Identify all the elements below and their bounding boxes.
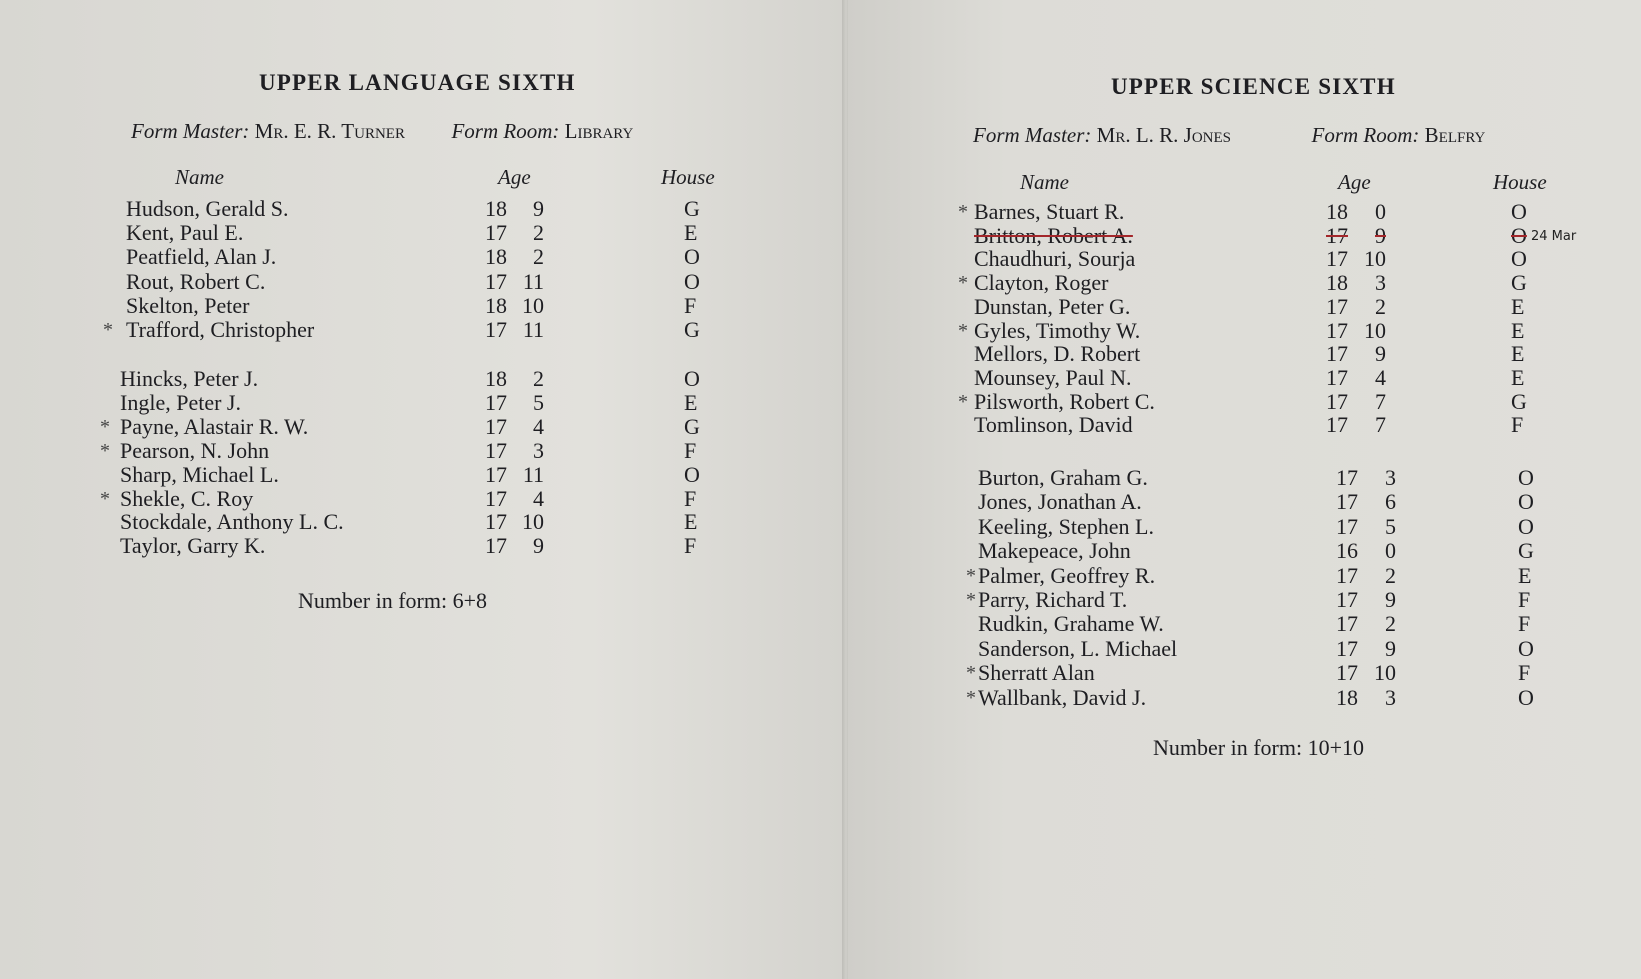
age-years: 17 xyxy=(1326,317,1348,343)
age-months: 0 xyxy=(1385,538,1396,564)
house-letter: O xyxy=(1511,246,1527,272)
student-name: Hincks, Peter J. xyxy=(120,366,259,391)
house-letter: O xyxy=(1511,222,1527,248)
student-name: Ingle, Peter J. xyxy=(120,389,241,415)
age-years: 18 xyxy=(485,292,507,318)
asterisk-mark: * xyxy=(100,439,110,462)
student-name: Mellors, D. Robert xyxy=(974,341,1141,367)
age-months: 4 xyxy=(533,413,544,439)
age-years: 17 xyxy=(485,220,507,246)
age-years: 18 xyxy=(1326,199,1348,224)
age-years: 17 xyxy=(485,461,507,487)
form-room-name: Belfry xyxy=(1424,123,1486,147)
age-years: 17 xyxy=(1326,412,1348,438)
roster-row xyxy=(848,611,1641,635)
roster-row xyxy=(0,533,844,557)
age-months: 2 xyxy=(533,220,544,246)
age-months: 2 xyxy=(533,366,544,391)
age-months: 9 xyxy=(533,533,544,559)
roster-row xyxy=(848,587,1641,611)
house-letter: O xyxy=(684,268,700,294)
age-months: 11 xyxy=(522,268,544,294)
asterisk-mark: * xyxy=(958,390,968,413)
right-header-name: Name xyxy=(1020,170,1069,194)
roster-row xyxy=(0,317,844,341)
roster-row xyxy=(0,366,844,390)
roster-row xyxy=(848,246,1641,270)
left-number-in-form xyxy=(298,588,487,614)
roster-row xyxy=(848,465,1641,489)
age-months: 3 xyxy=(1385,684,1396,710)
age-years: 17 xyxy=(1326,222,1348,248)
age-years: 18 xyxy=(1336,684,1358,710)
student-name: Shekle, C. Roy xyxy=(120,485,254,511)
student-name: Kent, Paul E. xyxy=(126,220,244,246)
roster-row xyxy=(0,244,844,268)
asterisk-mark: * xyxy=(966,662,976,685)
asterisk-mark: * xyxy=(958,272,968,295)
student-name: Keeling, Stephen L. xyxy=(978,513,1154,539)
age-months: 10 xyxy=(1374,660,1396,686)
age-months: 3 xyxy=(1385,465,1396,490)
roster-row xyxy=(848,538,1641,562)
asterisk-mark: * xyxy=(100,487,110,510)
age-months: 10 xyxy=(522,292,544,318)
roster-row xyxy=(0,269,844,293)
roster-row xyxy=(848,514,1641,538)
roster-row xyxy=(848,636,1641,660)
student-name: Payne, Alastair R. W. xyxy=(120,413,309,439)
student-name: Jones, Jonathan A. xyxy=(978,489,1142,515)
age-months: 10 xyxy=(522,509,544,535)
house-letter: G xyxy=(1518,538,1534,564)
student-name: Taylor, Garry K. xyxy=(120,533,266,559)
age-months: 10 xyxy=(1364,246,1386,272)
form-master-name: Mr. L. R. Jones xyxy=(1096,123,1232,147)
roster-row xyxy=(0,390,844,414)
age-years: 17 xyxy=(1336,489,1358,515)
house-letter: E xyxy=(1511,293,1525,319)
student-name: Sherratt Alan xyxy=(978,660,1095,686)
roster-row xyxy=(0,414,844,438)
house-letter: E xyxy=(684,509,698,535)
age-years: 17 xyxy=(1326,293,1348,319)
student-name: Rout, Robert C. xyxy=(126,268,266,294)
age-months: 3 xyxy=(533,437,544,463)
student-name: Wallbank, David J. xyxy=(978,684,1147,710)
house-letter: O xyxy=(1518,684,1534,710)
house-letter: E xyxy=(1511,364,1525,390)
house-letter: O xyxy=(1518,465,1534,490)
right-header-age: Age xyxy=(1338,170,1371,194)
roster-row xyxy=(848,660,1641,684)
house-letter: O xyxy=(684,366,700,391)
right-form-masters xyxy=(973,123,1485,148)
age-years: 16 xyxy=(1336,538,1358,564)
student-name: Sanderson, L. Michael xyxy=(978,635,1178,661)
student-name: Palmer, Geoffrey R. xyxy=(978,562,1156,588)
student-name: Dunstan, Peter G. xyxy=(974,293,1131,319)
age-years: 17 xyxy=(1326,364,1348,390)
asterisk-mark: * xyxy=(966,686,976,709)
roster-row xyxy=(848,223,1641,247)
house-letter: E xyxy=(1511,341,1525,367)
roster-row xyxy=(848,318,1641,342)
student-name: Skelton, Peter xyxy=(126,292,250,318)
age-years: 17 xyxy=(485,413,507,439)
age-years: 18 xyxy=(1326,270,1348,296)
age-years: 17 xyxy=(1336,562,1358,588)
student-name: Pearson, N. John xyxy=(120,437,270,463)
age-years: 17 xyxy=(1336,587,1358,612)
age-months: 9 xyxy=(1385,635,1396,661)
house-letter: O xyxy=(1518,635,1534,661)
age-months: 11 xyxy=(522,317,544,342)
roster-row xyxy=(0,462,844,486)
student-name: Clayton, Roger xyxy=(974,270,1109,296)
count-label: Number in form: xyxy=(1153,735,1303,760)
age-years: 17 xyxy=(485,509,507,535)
student-name: Hudson, Gerald S. xyxy=(126,196,289,221)
student-name: Makepeace, John xyxy=(978,538,1131,564)
right-number-in-form xyxy=(1153,735,1364,761)
form-master-label: Form Master: xyxy=(131,119,250,143)
house-letter: O xyxy=(1511,199,1527,224)
roster-row xyxy=(848,270,1641,294)
asterisk-mark: * xyxy=(958,319,968,342)
count-value: 6+8 xyxy=(452,588,488,613)
left-form-masters xyxy=(131,119,633,144)
student-name: Burton, Graham G. xyxy=(978,465,1148,490)
student-name: Mounsey, Paul N. xyxy=(974,364,1132,390)
age-years: 17 xyxy=(485,485,507,511)
left-header-age: Age xyxy=(498,165,531,189)
age-years: 17 xyxy=(485,268,507,294)
student-name: Pilsworth, Robert C. xyxy=(974,388,1155,414)
roster-row xyxy=(0,220,844,244)
house-letter: O xyxy=(1518,513,1534,539)
left-header-name: Name xyxy=(175,165,224,189)
house-letter: F xyxy=(684,485,697,511)
house-letter: F xyxy=(1518,660,1531,686)
house-letter: E xyxy=(684,220,698,246)
student-name: Trafford, Christopher xyxy=(126,317,315,342)
form-room-label: Form Room: xyxy=(1311,123,1420,147)
house-letter: G xyxy=(1511,388,1527,414)
house-letter: F xyxy=(1518,611,1531,637)
age-years: 17 xyxy=(1336,660,1358,686)
roster-row xyxy=(0,196,844,220)
age-months: 4 xyxy=(533,485,544,511)
count-value: 10+10 xyxy=(1307,735,1365,760)
house-letter: E xyxy=(1518,562,1532,588)
left-form-title: UPPER LANGUAGE SIXTH xyxy=(259,70,576,95)
roster-row xyxy=(848,389,1641,413)
student-name: Parry, Richard T. xyxy=(978,587,1128,612)
age-months: 4 xyxy=(1375,364,1386,390)
house-letter: O xyxy=(684,244,700,270)
roster-row xyxy=(0,293,844,317)
age-years: 17 xyxy=(485,317,507,342)
form-master-name: Mr. E. R. Turner xyxy=(254,119,405,143)
form-master-label: Form Master: xyxy=(973,123,1092,147)
student-name: Sharp, Michael L. xyxy=(120,461,279,487)
age-years: 17 xyxy=(1326,246,1348,272)
age-months: 2 xyxy=(1385,562,1396,588)
age-years: 17 xyxy=(485,437,507,463)
age-years: 17 xyxy=(1326,341,1348,367)
age-months: 6 xyxy=(1385,489,1396,515)
age-months: 10 xyxy=(1364,317,1386,343)
asterisk-mark: * xyxy=(103,319,113,341)
house-letter: O xyxy=(1518,489,1534,515)
age-years: 17 xyxy=(1336,465,1358,490)
age-years: 17 xyxy=(485,533,507,559)
roster-row xyxy=(848,365,1641,389)
age-months: 3 xyxy=(1375,270,1386,296)
roster-row xyxy=(848,341,1641,365)
age-years: 17 xyxy=(1336,635,1358,661)
house-letter: G xyxy=(684,317,700,342)
student-name: Gyles, Timothy W. xyxy=(974,317,1141,343)
age-months: 5 xyxy=(1385,513,1396,539)
right-form-title: UPPER SCIENCE SIXTH xyxy=(1111,74,1396,99)
age-months: 9 xyxy=(1385,587,1396,612)
roster-row xyxy=(848,489,1641,513)
house-letter: E xyxy=(1511,317,1525,343)
asterisk-mark: * xyxy=(100,415,110,438)
form-room-label: Form Room: xyxy=(451,119,560,143)
age-years: 18 xyxy=(485,244,507,270)
student-name: Chaudhuri, Sourja xyxy=(974,246,1136,272)
age-months: 11 xyxy=(522,461,544,487)
age-months: 2 xyxy=(533,244,544,270)
age-months: 9 xyxy=(1375,341,1386,367)
left-header-house: House xyxy=(661,165,715,189)
age-months: 2 xyxy=(1375,293,1386,319)
right-header-house: House xyxy=(1493,170,1547,194)
house-letter: G xyxy=(1511,270,1527,296)
house-letter: F xyxy=(1518,587,1531,612)
asterisk-mark: * xyxy=(966,564,976,587)
age-months: 7 xyxy=(1375,388,1386,414)
roster-row xyxy=(848,199,1641,223)
house-letter: F xyxy=(1511,412,1524,438)
age-years: 17 xyxy=(1336,513,1358,539)
handwritten-note: 24 Mar xyxy=(1531,228,1577,244)
age-months: 9 xyxy=(533,196,544,221)
asterisk-mark: * xyxy=(966,589,976,611)
roster-row xyxy=(848,294,1641,318)
form-room-name: Library xyxy=(564,119,634,143)
student-name: Rudkin, Grahame W. xyxy=(978,611,1164,637)
age-months: 7 xyxy=(1375,412,1386,438)
student-name: Barnes, Stuart R. xyxy=(974,199,1125,224)
age-months: 2 xyxy=(1385,611,1396,637)
house-letter: G xyxy=(684,413,700,439)
roster-row xyxy=(0,438,844,462)
student-name: Peatfield, Alan J. xyxy=(126,244,277,270)
student-name: Stockdale, Anthony L. C. xyxy=(120,509,344,535)
roster-row xyxy=(848,685,1641,709)
house-letter: F xyxy=(684,533,697,559)
house-letter: E xyxy=(684,389,698,415)
asterisk-mark: * xyxy=(958,201,968,223)
roster-row xyxy=(848,563,1641,587)
house-letter: F xyxy=(684,437,697,463)
roster-row xyxy=(848,412,1641,436)
student-name: Britton, Robert A. xyxy=(974,222,1133,248)
age-months: 5 xyxy=(533,389,544,415)
age-years: 17 xyxy=(485,389,507,415)
house-letter: F xyxy=(684,292,697,318)
house-letter: G xyxy=(684,196,700,221)
age-years: 18 xyxy=(485,366,507,391)
age-years: 17 xyxy=(1326,388,1348,414)
age-years: 17 xyxy=(1336,611,1358,637)
student-name: Tomlinson, David xyxy=(974,412,1133,438)
roster-row xyxy=(0,509,844,533)
age-years: 18 xyxy=(485,196,507,221)
count-label: Number in form: xyxy=(298,588,448,613)
house-letter: O xyxy=(684,461,700,487)
roster-row xyxy=(0,486,844,510)
age-months: 0 xyxy=(1375,199,1386,224)
age-months: 9 xyxy=(1375,222,1386,248)
